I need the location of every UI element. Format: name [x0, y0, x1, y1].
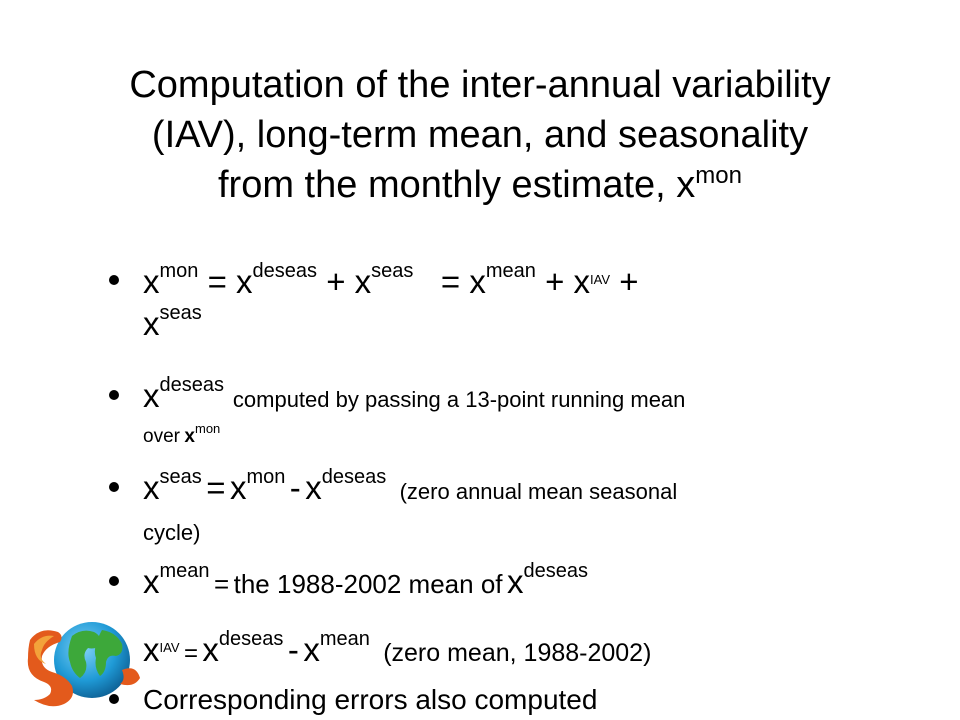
var-x: x	[202, 631, 219, 668]
sup-mon: mon	[246, 466, 286, 488]
equals: =	[213, 569, 230, 599]
bullet-dot	[109, 482, 119, 492]
var-x: x	[573, 263, 591, 300]
minus: -	[287, 631, 299, 668]
bullet-4-text: the 1988-2002 mean of	[233, 569, 503, 599]
bullet-6-text: Corresponding errors also computed	[143, 684, 598, 715]
var-x: x	[184, 426, 195, 447]
minus: -	[289, 469, 301, 506]
sup-seas: seas	[159, 466, 202, 488]
var-x: x	[143, 631, 160, 668]
sup-mon: mon	[159, 260, 199, 282]
bullet-5-note: (zero mean, 1988-2002)	[383, 639, 652, 667]
bullet-6	[143, 680, 903, 720]
bullet-dot	[109, 275, 119, 285]
title-line-1: Computation of the inter-annual variability	[129, 64, 831, 106]
bullet-3-note: (zero annual mean seasonal	[399, 479, 678, 504]
title-line-3: from the monthly estimate, x	[218, 164, 696, 206]
bullet-2	[143, 376, 903, 452]
bullet-2-text: computed by passing a 13-point running mean	[232, 387, 686, 412]
bullet-5	[143, 630, 903, 677]
var-x: x	[506, 563, 524, 600]
sup-mean: mean	[159, 560, 210, 582]
var-x: x	[229, 469, 247, 506]
bullet-dot	[109, 390, 119, 400]
equals: =	[183, 640, 198, 667]
var-x: x	[354, 263, 372, 300]
bullet-3-note-cont: cycle)	[143, 520, 201, 545]
var-x: x	[469, 263, 486, 300]
var-x: x	[143, 469, 160, 506]
var-x: x	[305, 469, 322, 506]
bullet-1	[143, 262, 903, 346]
bullet-3	[143, 468, 903, 551]
plus: +	[545, 263, 565, 300]
var-x: x	[236, 263, 253, 300]
sup-deseas: deseas	[159, 374, 224, 396]
globe-ribbon-logo	[22, 610, 142, 720]
title-superscript: mon	[695, 162, 742, 189]
bullet-2-text-over: over	[143, 426, 180, 447]
title-line-2: (IAV), long-term mean, and seasonality	[151, 114, 809, 156]
sup-deseas: deseas	[321, 466, 387, 488]
sup-mean: mean	[319, 628, 370, 650]
equals: =	[207, 263, 227, 300]
sup-seas: seas	[371, 260, 414, 282]
equals: =	[206, 469, 226, 506]
sup-mean: mean	[485, 260, 536, 282]
bullet-dot	[109, 576, 119, 586]
sup-iav: IAV	[159, 640, 180, 655]
sup-deseas: deseas	[218, 628, 284, 650]
sup-deseas: deseas	[523, 560, 588, 582]
plus: +	[326, 263, 346, 300]
sup-mon: mon	[195, 421, 221, 436]
var-x: x	[143, 263, 160, 300]
sup-seas: seas	[159, 302, 202, 324]
var-x: x	[143, 563, 160, 600]
sup-deseas: deseas	[252, 260, 318, 282]
var-x: x	[303, 631, 320, 668]
var-x: x	[143, 377, 160, 414]
plus: +	[619, 263, 639, 300]
sup-iav: IAV	[590, 272, 611, 287]
equals: =	[440, 263, 461, 300]
bullet-4	[143, 562, 903, 609]
var-x: x	[143, 305, 160, 342]
